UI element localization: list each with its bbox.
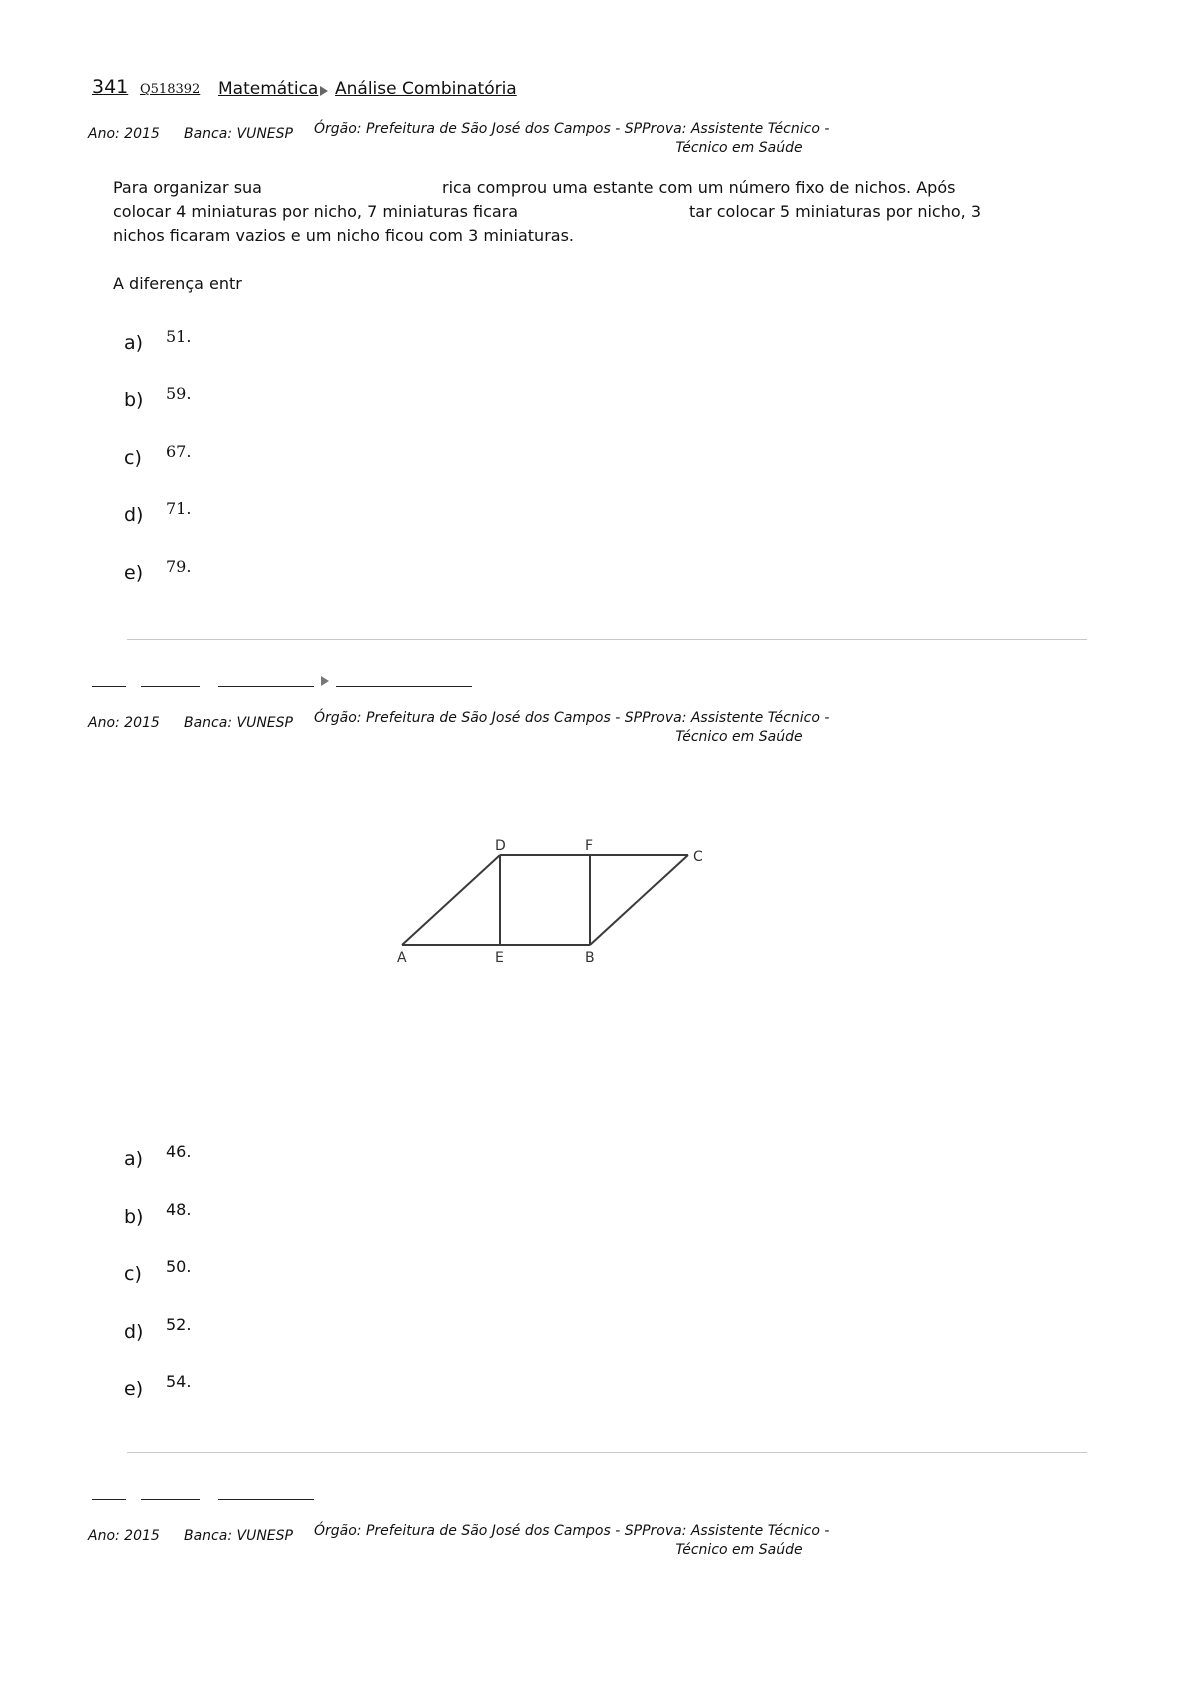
option-letter-b[interactable]: b) [124, 1206, 144, 1228]
option-letter-a[interactable]: a) [124, 1148, 144, 1170]
question-divider [127, 639, 1087, 640]
question-id-blank[interactable] [141, 686, 200, 687]
ano-label: Ano: 2015 [88, 1528, 160, 1544]
statement-line-2b: tar colocar 5 miniaturas por nicho, 3 [689, 202, 982, 221]
question-number[interactable]: 341 [92, 76, 129, 98]
option-value-e[interactable]: 54. [166, 1372, 192, 1391]
side-ad [402, 855, 500, 945]
vertex-label-c: C [693, 849, 703, 865]
vertex-label-b: B [585, 950, 595, 966]
option-value-d[interactable]: 52. [166, 1315, 192, 1334]
ano-label: Ano: 2015 [88, 715, 160, 731]
vertex-label-d: D [495, 838, 506, 854]
vertex-label-f: F [585, 838, 594, 854]
parallelogram-figure [390, 835, 720, 970]
banca-label: Banca: VUNESP [184, 715, 293, 731]
statement-line-1a: Para organizar sua [113, 178, 262, 197]
orgao-prova-label [314, 120, 834, 158]
option-letter-e[interactable]: e) [124, 1378, 144, 1400]
banca-label: Banca: VUNESP [184, 126, 293, 142]
subject-link-blank[interactable] [218, 1499, 314, 1500]
orgao-line-1: Órgão: Prefeitura de São José dos Campos - SPProva: Assistente Técnico - [314, 1523, 830, 1539]
orgao-line-2: Técnico em Saúde [675, 729, 803, 745]
vertex-label-e: E [495, 950, 504, 966]
option-value-b[interactable]: 59. [166, 384, 192, 403]
question-prompt: A diferença entr [113, 274, 242, 293]
banca-label: Banca: VUNESP [184, 1528, 293, 1544]
ano-label: Ano: 2015 [88, 126, 160, 142]
statement-line-2a: colocar 4 miniaturas por nicho, 7 miniaturas ficara [113, 202, 519, 221]
option-value-b[interactable]: 48. [166, 1200, 192, 1219]
subject-link[interactable]: Matemática [218, 79, 319, 99]
option-letter-c[interactable]: c) [124, 1263, 142, 1285]
side-bc [590, 855, 688, 945]
orgao-line-1: Órgão: Prefeitura de São José dos Campos - SPProva: Assistente Técnico - [314, 710, 830, 726]
vertex-label-a: A [397, 950, 407, 966]
orgao-prova-label [314, 709, 834, 747]
subject-link-blank[interactable] [218, 686, 314, 687]
breadcrumb-arrow-icon [321, 676, 329, 686]
orgao-line-2: Técnico em Saúde [675, 1542, 803, 1558]
option-value-c[interactable]: 67. [166, 442, 192, 461]
question-number-blank[interactable] [92, 1499, 126, 1500]
option-value-d[interactable]: 71. [166, 499, 192, 518]
option-value-c[interactable]: 50. [166, 1257, 192, 1276]
orgao-line-2: Técnico em Saúde [675, 140, 803, 156]
statement-line-1b: rica comprou uma estante com um número fixo de nichos. Após [442, 178, 956, 197]
option-letter-d[interactable]: d) [124, 504, 144, 526]
topic-link-blank[interactable] [336, 686, 472, 687]
option-letter-c[interactable]: c) [124, 447, 142, 469]
option-letter-d[interactable]: d) [124, 1321, 144, 1343]
option-letter-b[interactable]: b) [124, 389, 144, 411]
option-letter-a[interactable]: a) [124, 332, 144, 354]
option-value-e[interactable]: 79. [166, 557, 192, 576]
topic-link[interactable]: Análise Combinatória [335, 79, 517, 99]
option-value-a[interactable]: 51. [166, 327, 192, 346]
option-letter-e[interactable]: e) [124, 562, 144, 584]
orgao-line-1: Órgão: Prefeitura de São José dos Campos - SPProva: Assistente Técnico - [314, 121, 830, 137]
option-value-a[interactable]: 46. [166, 1142, 192, 1161]
statement-line-3: nichos ficaram vazios e um nicho ficou com 3 miniaturas. [113, 226, 574, 245]
breadcrumb-arrow-icon [320, 86, 328, 96]
question-number-blank[interactable] [92, 686, 126, 687]
question-divider [127, 1452, 1087, 1453]
orgao-prova-label [314, 1522, 834, 1560]
question-id-blank[interactable] [141, 1499, 200, 1500]
question-id[interactable]: Q518392 [140, 82, 201, 97]
